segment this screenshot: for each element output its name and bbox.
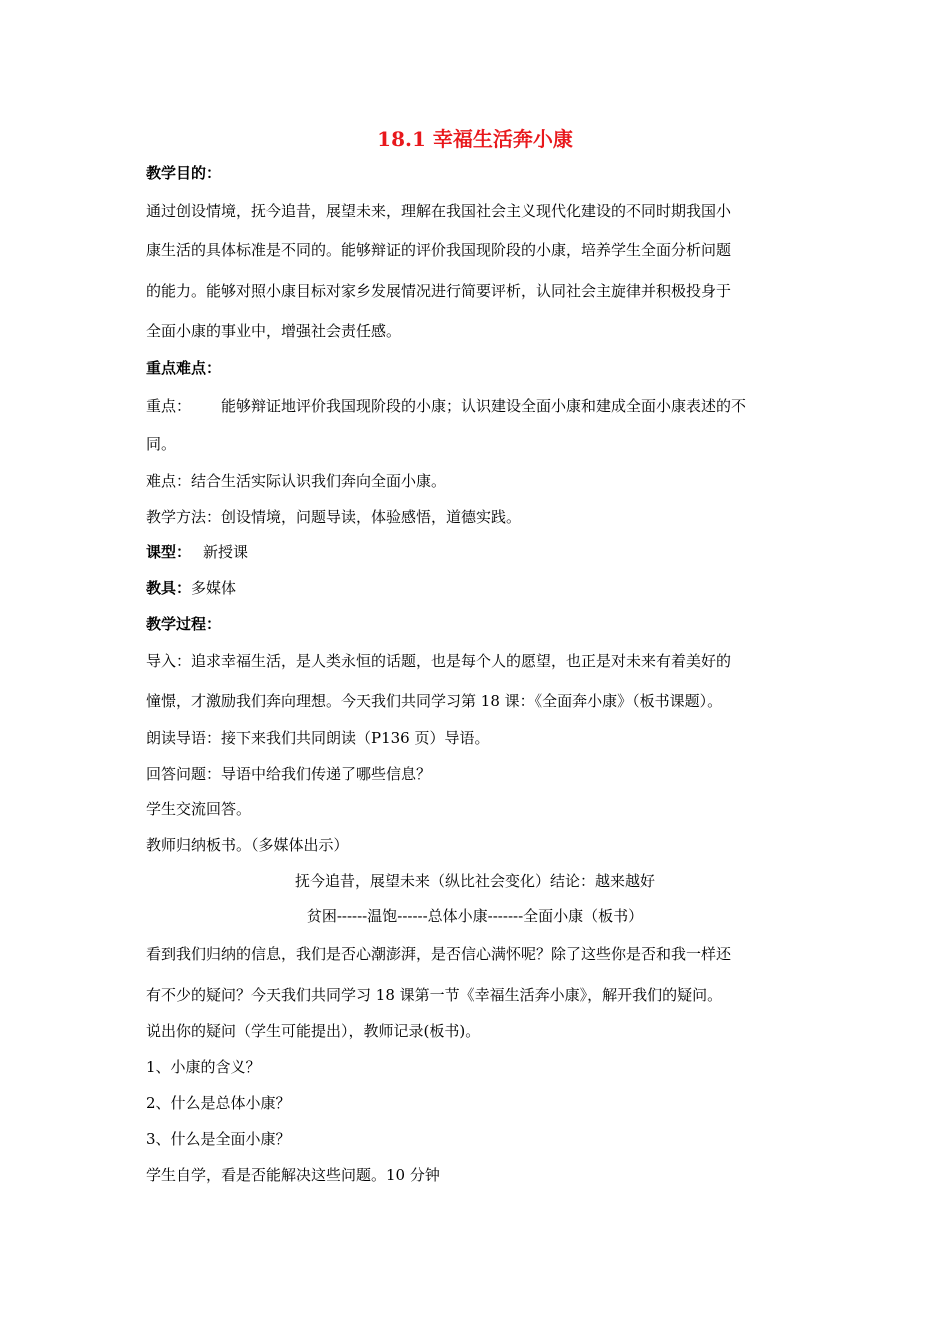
question-line: 回答问题：导语中给我们传递了哪些信息？	[146, 765, 432, 783]
lesson-type-label: 课型：	[146, 543, 192, 561]
reflect-line: 有不少的疑问？今天我们共同学习 18 课第一节《幸福生活奔小康》，解开我们的疑问。	[146, 986, 723, 1004]
objective-line: 全面小康的事业中，增强社会责任感。	[146, 322, 402, 340]
key-point-line-cont: 同。	[146, 435, 177, 453]
reading-line: 朗读导语：接下来我们共同朗读（P136 页）导语。	[146, 729, 490, 747]
question-item: 1、小康的含义？	[146, 1058, 261, 1076]
board-line: 抚今追昔，展望未来（纵比社会变化）结论：越来越好	[294, 872, 655, 890]
summary-line: 教师归纳板书。（多媒体出示）	[146, 836, 349, 854]
exchange-line: 学生交流回答。	[146, 800, 252, 818]
lesson-type-value: 新授课	[203, 543, 249, 561]
document-title: 18.1 幸福生活奔小康	[377, 127, 573, 151]
objective-heading: 教学目的：	[146, 164, 222, 182]
doubts-line: 说出你的疑问（学生可能提出），教师记录(板书)。	[146, 1022, 481, 1040]
question-item: 3、什么是全面小康？	[146, 1130, 291, 1148]
process-heading: 教学过程：	[146, 615, 222, 633]
teaching-method-line: 教学方法：创设情境，问题导读，体验感悟，道德实践。	[146, 508, 522, 526]
key-points-heading: 重点难点：	[146, 359, 222, 377]
teaching-tools-line	[146, 578, 236, 598]
reflect-line: 看到我们归纳的信息，我们是否心潮澎湃，是否信心满怀呢？除了这些你是否和我一样还	[146, 945, 732, 963]
objective-line: 康生活的具体标准是不同的。能够辩证的评价我国现阶段的小康，培养学生全面分析问题	[146, 241, 732, 259]
key-point-text: 能够辩证地评价我国现阶段的小康；认识建设全面小康和建成全面小康表述的不	[221, 397, 747, 415]
intro-line: 导入：追求幸福生活，是人类永恒的话题，也是每个人的愿望，也正是对未来有着美好的	[146, 652, 732, 670]
question-item: 2、什么是总体小康？	[146, 1094, 291, 1112]
difficulty-line: 难点：结合生活实际认识我们奔向全面小康。	[146, 472, 447, 490]
self-study-line: 学生自学，看是否能解决这些问题。10 分钟	[146, 1166, 440, 1184]
lesson-type-line	[146, 542, 248, 562]
key-point-line	[146, 396, 746, 416]
key-point-label: 重点：	[146, 397, 192, 415]
objective-line: 的能力。能够对照小康目标对家乡发展情况进行简要评析，认同社会主旋律并积极投身于	[146, 282, 732, 300]
objective-line: 通过创设情境，抚今追昔，展望未来，理解在我国社会主义现代化建设的不同时期我国小	[146, 202, 732, 220]
teaching-tools-value: 多媒体	[191, 579, 237, 597]
intro-line: 憧憬，才激励我们奔向理想。今天我们共同学习第 18 课：《全面奔小康》（板书课题）。	[146, 692, 723, 710]
teaching-tools-label: 教具：	[146, 579, 192, 597]
board-line: 贫困------温饱------总体小康-------全面小康（板书）	[306, 907, 644, 925]
